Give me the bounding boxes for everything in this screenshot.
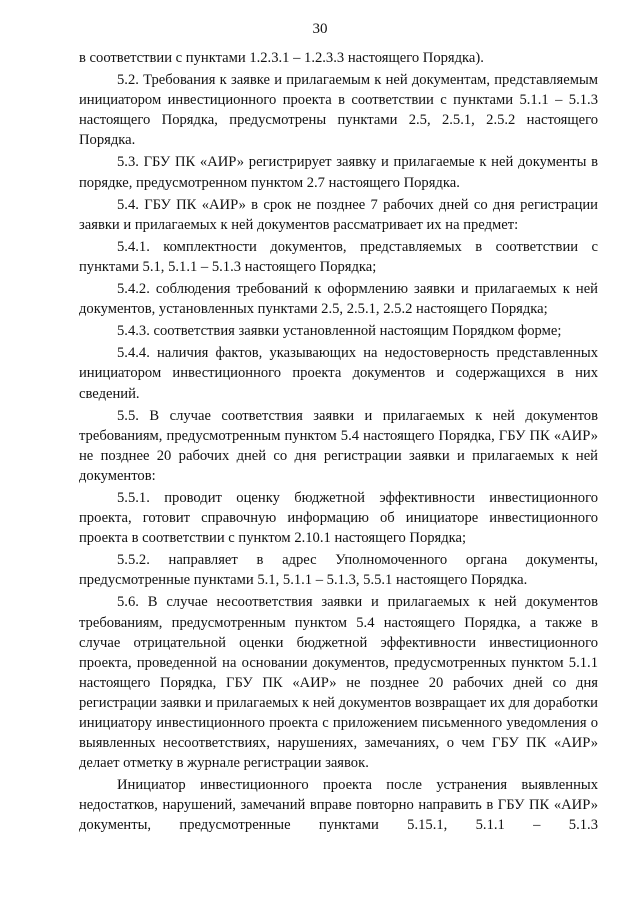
paragraph: 5.4.3. соответствия заявки установленной настоящим Порядком форме; (117, 323, 562, 340)
paragraph: 5.4. ГБУ ПК «АИР» в срок не позднее 7 рабочих дней со дня регистрации заявки и прилагаемых к ней документов рассматривает их на предмет: (79, 196, 598, 233)
paragraph: 5.5.1. проводит оценку бюджетной эффективности инвестиционного проекта, готовит справочную информацию об инициаторе инвестиционного проекта в соответствии с пунктом 2.10.1 настоящего Порядка; (79, 489, 598, 547)
paragraph: в соответствии с пунктами 1.2.3.1 – 1.2.3.3 настоящего Порядка). (79, 50, 484, 66)
paragraph: Инициатор инвестиционного проекта после устранения выявленных недостатков, нарушений, замечаний вправе повторно направить в ГБУ ПК «АИР» документы, предусмотренные пунктами 5.15.1, 5.1.1 – 5.1.3 (79, 777, 598, 834)
paragraph: 5.4.4. наличия фактов, указывающих на недостоверность представленных инициатором инвестиционного проекта документов и содержащихся в них сведений. (79, 345, 598, 402)
paragraph: 5.6. В случае несоответствия заявки и прилагаемых к ней документов требованиям, предусмотренным пунктом 5.4 настоящего Порядка, а также в случае отрицательной оценки бюджетной эффективности инвестиционного проекта, проведенной на основании документов, предусмотренных пунктом 5.1.1 настоящего Порядка, ГБУ ПК «АИР» не позднее 20 рабочих дней со дня регистрации заявки и прилагаемых к ней документов возвращает их для доработки инициатору инвестиционного проекта с приложением письменного уведомления о выявленных несоответствиях, нарушениях, замечаниях, о чем ГБУ ПК «АИР» делает отметку в журнале регистрации заявок. (79, 594, 598, 772)
paragraph: 5.2. Требования к заявке и прилагаемым к ней документам, представляемым инициатором инвестиционного проекта в соответствии с пунктами 5.1.1 – 5.1.3 настоящего Порядка, предусмотрены пунктами 2.5, 2.5.1, 2.5.2 настоящего Порядка. (79, 72, 598, 149)
paragraph: 5.4.2. соблюдения требований к оформлению заявки и прилагаемых к ней документов, установленных пунктами 2.5, 2.5.1, 2.5.2 настоящего Порядка; (79, 281, 598, 318)
paragraph: 5.4.1. комплектности документов, представляемых в соответствии с пунктами 5.1, 5.1.1 – 5.1.3 настоящего Порядка; (79, 238, 598, 275)
document-body (79, 48, 598, 836)
page-number: 30 (312, 21, 328, 37)
paragraph: 5.5.2. направляет в адрес Уполномоченного органа документы, предусмотренные пунктами 5.1, 5.1.1 – 5.1.3, 5.5.1 настоящего Порядка. (79, 552, 598, 589)
paragraph: 5.3. ГБУ ПК «АИР» регистрирует заявку и прилагаемые к ней документы в порядке, предусмотренном пунктом 2.7 настоящего Порядка. (79, 154, 598, 191)
paragraph: 5.5. В случае соответствия заявки и прилагаемых к ней документов требованиям, предусмотренным пунктом 5.4 настоящего Порядка, ГБУ ПК «АИР» не позднее 20 рабочих дней со дня регистрации заявки и прилагаемых к ней документов: (79, 407, 598, 484)
